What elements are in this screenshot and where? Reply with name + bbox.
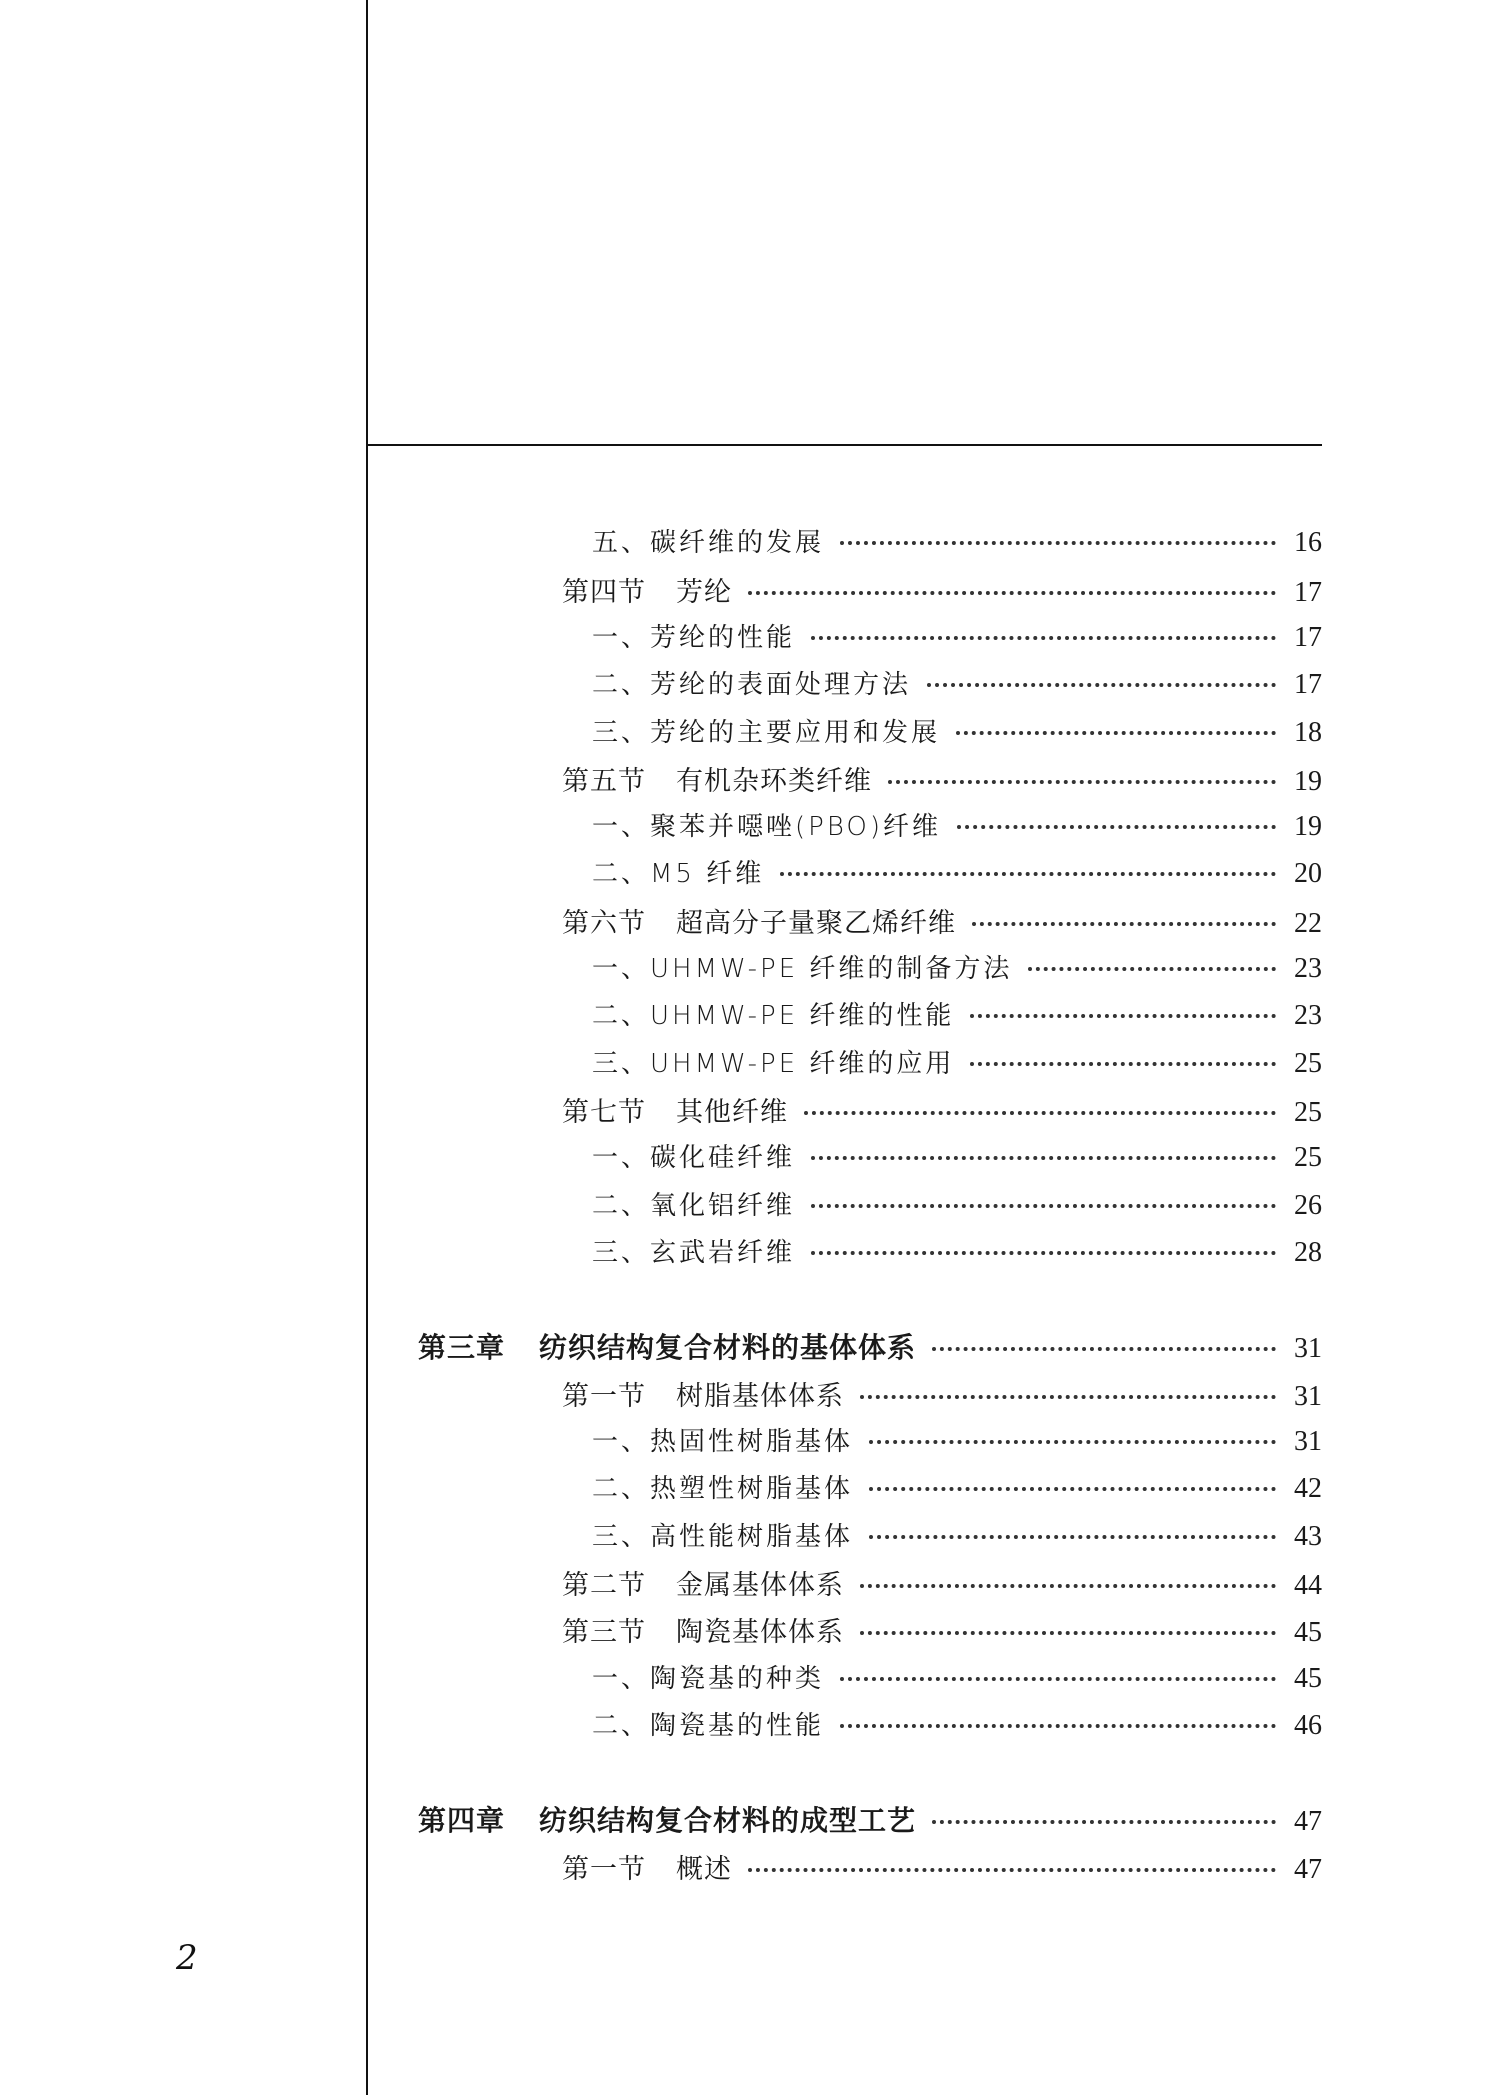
- dot-leader: [840, 1724, 1276, 1728]
- toc-page-number: 25: [1294, 1048, 1322, 1079]
- dot-leader: [748, 1868, 1276, 1872]
- page-number: 2: [176, 1938, 198, 1978]
- toc-page-number: 17: [1294, 669, 1322, 700]
- toc-section-prefix: 第二节: [562, 1570, 646, 1601]
- toc-entry-item: [592, 1185, 1322, 1225]
- toc-item-label: 三、UHMW-PE 纤维的应用: [592, 1049, 955, 1079]
- dot-leader: [860, 1395, 1276, 1399]
- dot-leader: [970, 1014, 1276, 1018]
- toc-entry-section: [562, 901, 1322, 941]
- toc-entry-section: [562, 1847, 1322, 1887]
- toc-page-number: 47: [1294, 1806, 1322, 1837]
- dot-leader: [804, 1111, 1276, 1115]
- toc-section-prefix: 第一节: [562, 1381, 646, 1412]
- dot-leader: [840, 541, 1276, 545]
- toc-chapter-prefix: 第四章: [418, 1804, 506, 1837]
- toc-entry-section: [562, 759, 1322, 799]
- toc-section-title: 陶瓷基体体系: [676, 1617, 844, 1648]
- toc-section-title: 芳纶: [676, 577, 732, 608]
- toc-entry-item: [592, 617, 1322, 657]
- toc-page-number: 23: [1294, 953, 1322, 984]
- toc-item-label: 二、M5 纤维: [592, 859, 765, 889]
- toc-entry-section: [562, 1610, 1322, 1650]
- toc-page-number: 19: [1294, 811, 1322, 842]
- toc-entry-item: [592, 522, 1322, 562]
- toc-page-number: 44: [1294, 1570, 1322, 1601]
- toc-entry-item: [592, 1137, 1322, 1177]
- dot-leader: [748, 591, 1276, 595]
- toc-page-number: 46: [1294, 1710, 1322, 1741]
- toc-item-label: 三、玄武岩纤维: [592, 1238, 796, 1268]
- dot-leader: [811, 1204, 1276, 1208]
- toc-page-number: 47: [1294, 1854, 1322, 1885]
- toc-section-title: 树脂基体体系: [676, 1381, 844, 1412]
- dot-leader: [932, 1820, 1276, 1824]
- toc-item-label: 一、碳化硅纤维: [592, 1143, 796, 1173]
- toc-page-number: 45: [1294, 1663, 1322, 1694]
- dot-leader: [956, 731, 1276, 735]
- toc-section-heading: [562, 1610, 854, 1649]
- dot-leader: [957, 825, 1276, 829]
- toc-page-number: 31: [1294, 1333, 1322, 1364]
- toc-page-number: 20: [1294, 858, 1322, 889]
- dot-leader: [888, 780, 1276, 784]
- toc-section-heading: [562, 901, 966, 940]
- toc-chapter-title: 纺织结构复合材料的基体体系: [539, 1331, 917, 1364]
- toc-entry-chapter: [418, 1799, 1322, 1839]
- toc-section-prefix: 第六节: [562, 908, 646, 939]
- dot-leader: [840, 1677, 1276, 1681]
- dot-leader: [811, 1156, 1276, 1160]
- toc-item-label: 三、芳纶的主要应用和发展: [592, 718, 941, 748]
- toc-entry-item: [592, 1658, 1322, 1698]
- dot-leader: [869, 1440, 1276, 1444]
- toc-page-number: 18: [1294, 717, 1322, 748]
- toc-page-number: 23: [1294, 1000, 1322, 1031]
- dot-leader: [869, 1535, 1276, 1539]
- toc-section-heading: [562, 1563, 854, 1602]
- toc-item-label: 二、氧化铝纤维: [592, 1191, 796, 1221]
- dot-leader: [869, 1487, 1276, 1491]
- toc-entry-item: [592, 1468, 1322, 1508]
- toc-entry-item: [592, 664, 1322, 704]
- toc-chapter-heading: [418, 1326, 926, 1366]
- toc-page-number: 43: [1294, 1521, 1322, 1552]
- toc-entry-item: [592, 1516, 1322, 1556]
- toc-item-label: 一、热固性树脂基体: [592, 1427, 854, 1457]
- toc-page-number: 17: [1294, 577, 1322, 608]
- toc-item-label: 一、陶瓷基的种类: [592, 1664, 825, 1694]
- toc-section-heading: [562, 1374, 854, 1413]
- toc-page-number: 19: [1294, 766, 1322, 797]
- toc-section-title: 有机杂环类纤维: [676, 766, 872, 797]
- toc-entry-section: [562, 1563, 1322, 1603]
- toc-entry-item: [592, 1705, 1322, 1745]
- toc-section-heading: [562, 570, 742, 609]
- toc-item-label: 二、陶瓷基的性能: [592, 1711, 825, 1741]
- toc-item-label: 一、UHMW-PE 纤维的制备方法: [592, 954, 1013, 984]
- dot-leader: [860, 1584, 1276, 1588]
- toc-item-label: 三、高性能树脂基体: [592, 1522, 854, 1552]
- dot-leader: [932, 1347, 1276, 1351]
- toc-section-heading: [562, 759, 882, 798]
- toc-entry-item: [592, 1232, 1322, 1272]
- toc-entry-item: [592, 995, 1322, 1035]
- toc-section-prefix: 第五节: [562, 766, 646, 797]
- toc-section-title: 其他纤维: [676, 1097, 788, 1128]
- toc-section-prefix: 第七节: [562, 1097, 646, 1128]
- dot-leader: [860, 1631, 1276, 1635]
- toc-page-number: 42: [1294, 1473, 1322, 1504]
- toc-entry-item: [592, 712, 1322, 752]
- toc-item-label: 二、UHMW-PE 纤维的性能: [592, 1001, 955, 1031]
- toc-page-number: 22: [1294, 908, 1322, 939]
- toc-page-number: 25: [1294, 1097, 1322, 1128]
- toc-page-number: 45: [1294, 1617, 1322, 1648]
- toc-page-number: 16: [1294, 527, 1322, 558]
- toc-entry-section: [562, 1374, 1322, 1414]
- toc-page-number: 28: [1294, 1237, 1322, 1268]
- toc-entry-section: [562, 1090, 1322, 1130]
- toc-section-heading: [562, 1847, 742, 1886]
- toc-page-number: 17: [1294, 622, 1322, 653]
- toc-entry-section: [562, 570, 1322, 610]
- toc-page-number: 31: [1294, 1381, 1322, 1412]
- toc-item-label: 一、芳纶的性能: [592, 623, 796, 653]
- toc-entry-chapter: [418, 1326, 1322, 1366]
- toc-page-number: 31: [1294, 1426, 1322, 1457]
- toc-item-label: 二、芳纶的表面处理方法: [592, 670, 912, 700]
- dot-leader: [972, 922, 1276, 926]
- dot-leader: [811, 636, 1276, 640]
- toc-entry-item: [592, 853, 1322, 893]
- dot-leader: [970, 1062, 1276, 1066]
- toc-page-number: 25: [1294, 1142, 1322, 1173]
- toc-item-label: 五、碳纤维的发展: [592, 528, 825, 558]
- toc-entry-item: [592, 948, 1322, 988]
- toc-section-prefix: 第三节: [562, 1617, 646, 1648]
- toc-entry-item: [592, 1421, 1322, 1461]
- toc-section-prefix: 第四节: [562, 577, 646, 608]
- toc-chapter-heading: [418, 1799, 926, 1839]
- dot-leader: [780, 872, 1276, 876]
- toc-page-number: 26: [1294, 1190, 1322, 1221]
- toc-section-title: 超高分子量聚乙烯纤维: [676, 908, 956, 939]
- toc-section-title: 概述: [676, 1854, 732, 1885]
- dot-leader: [811, 1251, 1276, 1255]
- toc-section-prefix: 第一节: [562, 1854, 646, 1885]
- toc-entry-item: [592, 1043, 1322, 1083]
- toc-chapter-prefix: 第三章: [418, 1331, 506, 1364]
- toc-item-label: 一、聚苯并噁唑(PBO)纤维: [592, 812, 941, 842]
- toc-chapter-title: 纺织结构复合材料的成型工艺: [539, 1804, 917, 1837]
- toc-section-title: 金属基体体系: [676, 1570, 844, 1601]
- toc-entry-item: [592, 806, 1322, 846]
- dot-leader: [927, 683, 1276, 687]
- dot-leader: [1028, 967, 1276, 971]
- toc-section-heading: [562, 1090, 798, 1129]
- toc-item-label: 二、热塑性树脂基体: [592, 1474, 854, 1504]
